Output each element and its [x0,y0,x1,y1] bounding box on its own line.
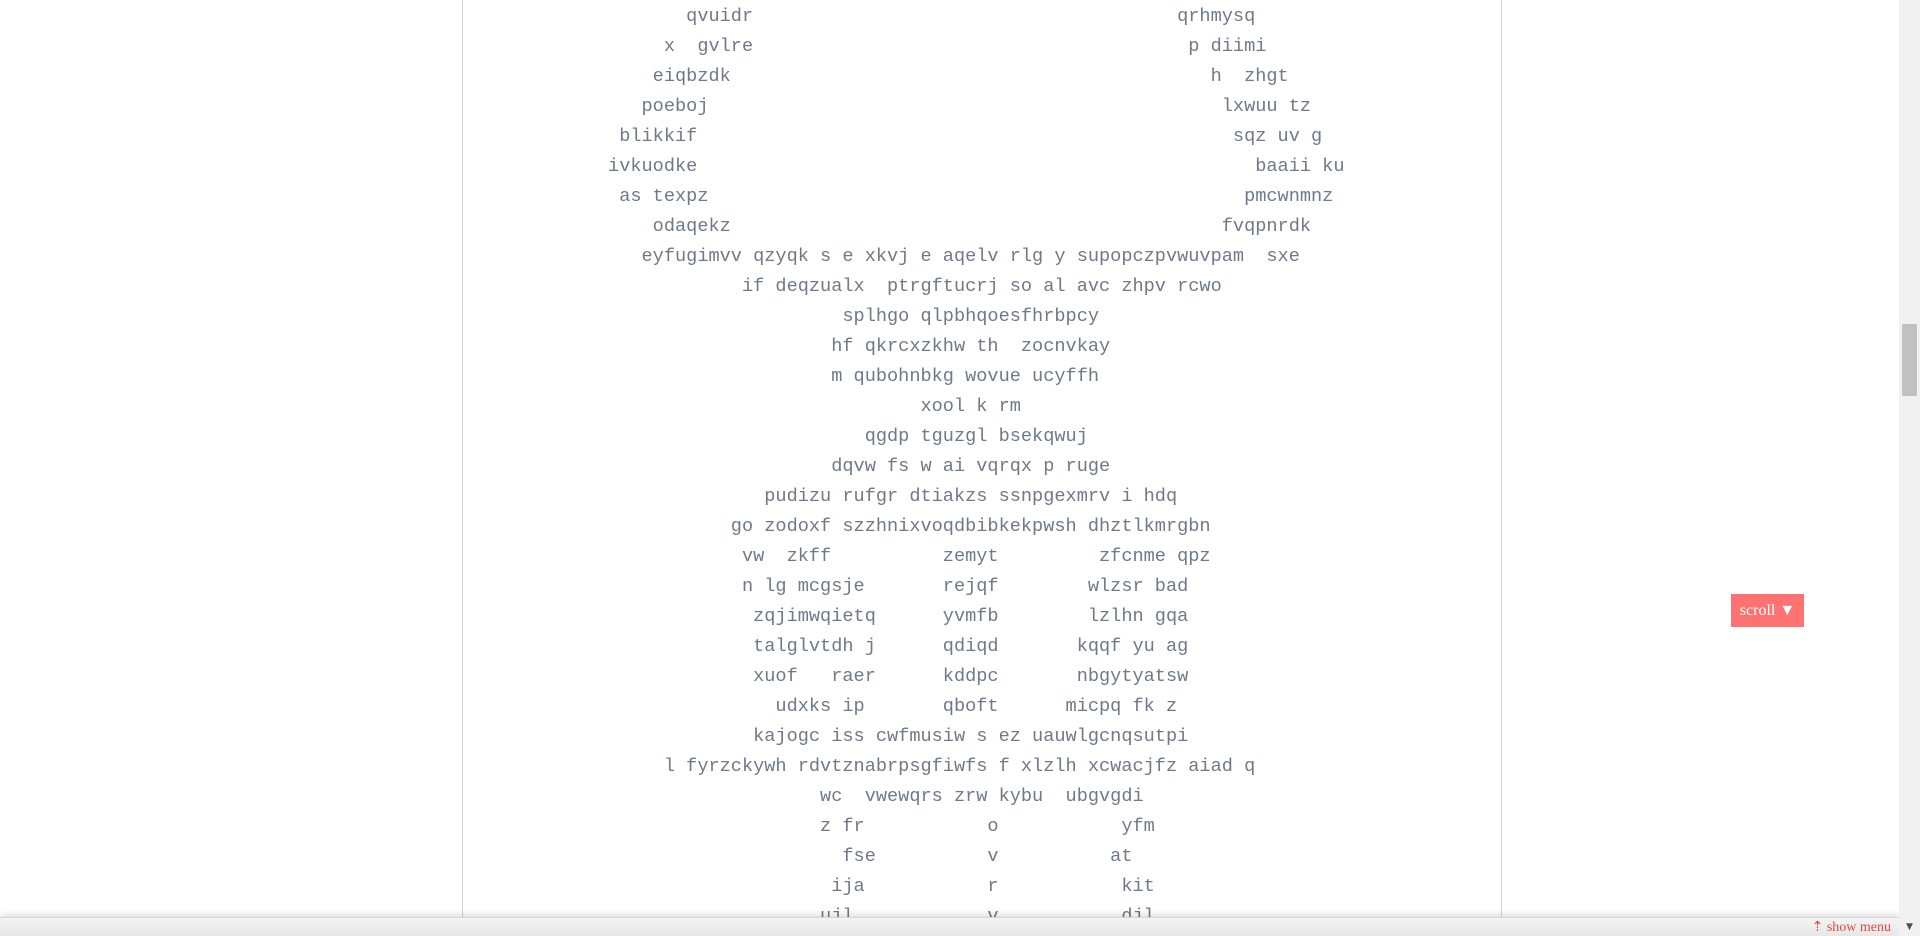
text-line: poeboj lxwuu tz [463,96,1312,117]
text-line: xuof raer kddpc nbgytyatsw [463,666,1189,687]
text-line: udxks ip qboft micpq fk z [463,696,1178,717]
text-line: go zodoxf szzhnixvoqdbibkekpwsh dhztlkmrgbn [463,516,1211,537]
text-line: l fyrzckywh rdvtznabrpsgfiwfs f xlzlh xcwacjfz aiad q [463,756,1256,777]
scroll-down-arrow-icon[interactable]: ▼ [1906,922,1913,932]
text-line: dqvw fs w ai vqrqx p ruge [463,456,1111,477]
text-line: vw zkff zemyt zfcnme qpz [463,546,1211,567]
text-line: qgdp tguzgl bsekqwuj [463,426,1088,447]
text-line: eyfugimvv qzyqk s e xkvj e aqelv rlg y supopczpvwuvpam sxe [463,246,1300,267]
text-line: talglvtdh j qdiqd kqqf yu ag [463,636,1189,657]
text-line: z fr o yfm [463,816,1155,837]
text-line: qvuidr qrhmysq [463,6,1256,27]
text-line: zqjimwqietq yvmfb lzlhn gqa [463,606,1189,627]
text-line: fse v at [463,846,1133,867]
text-line: wc vwewqrs zrw kybu ubgvgdi [463,786,1144,807]
text-line: blikkif sqz uv g [463,126,1323,147]
text-line: hf qkrcxzkhw th zocnvkay [463,336,1111,357]
text-line: n lg mcgsje rejqf wlzsr bad [463,576,1189,597]
text-line: odaqekz fvqpnrdk [463,216,1312,237]
text-line: eiqbzdk h zhgt [463,66,1289,87]
text-line: as texpz pmcwnmnz [463,186,1334,207]
text-line: if deqzualx ptrgftucrj so al avc zhpv rcwo [463,276,1222,297]
text-line: x gvlre p diimi [463,36,1267,57]
bottom-menu-bar [0,917,1899,936]
text-line: pudizu rufgr dtiakzs ssnpgexmrv i hdq [463,486,1178,507]
text-line: m qubohnbkg wovue ucyffh [463,366,1100,387]
text-line: kajogc iss cwfmusiw s ez uauwlgcnqsutpi [463,726,1189,747]
text-line: splhgo qlpbhqoesfhrbpcy [463,306,1100,327]
ascii-art-text-block [463,2,1501,932]
scrollbar-thumb[interactable] [1902,324,1917,396]
text-line: ivkuodke baaii ku [463,156,1345,177]
text-line: ija r kit [463,876,1155,897]
show-menu-link[interactable]: ⇡ show menu [1811,920,1891,935]
content-panel [462,0,1502,936]
text-line: xool k rm [463,396,1021,417]
vertical-scrollbar[interactable] [1899,0,1920,936]
scroll-button[interactable]: scroll ▼ [1731,594,1804,627]
